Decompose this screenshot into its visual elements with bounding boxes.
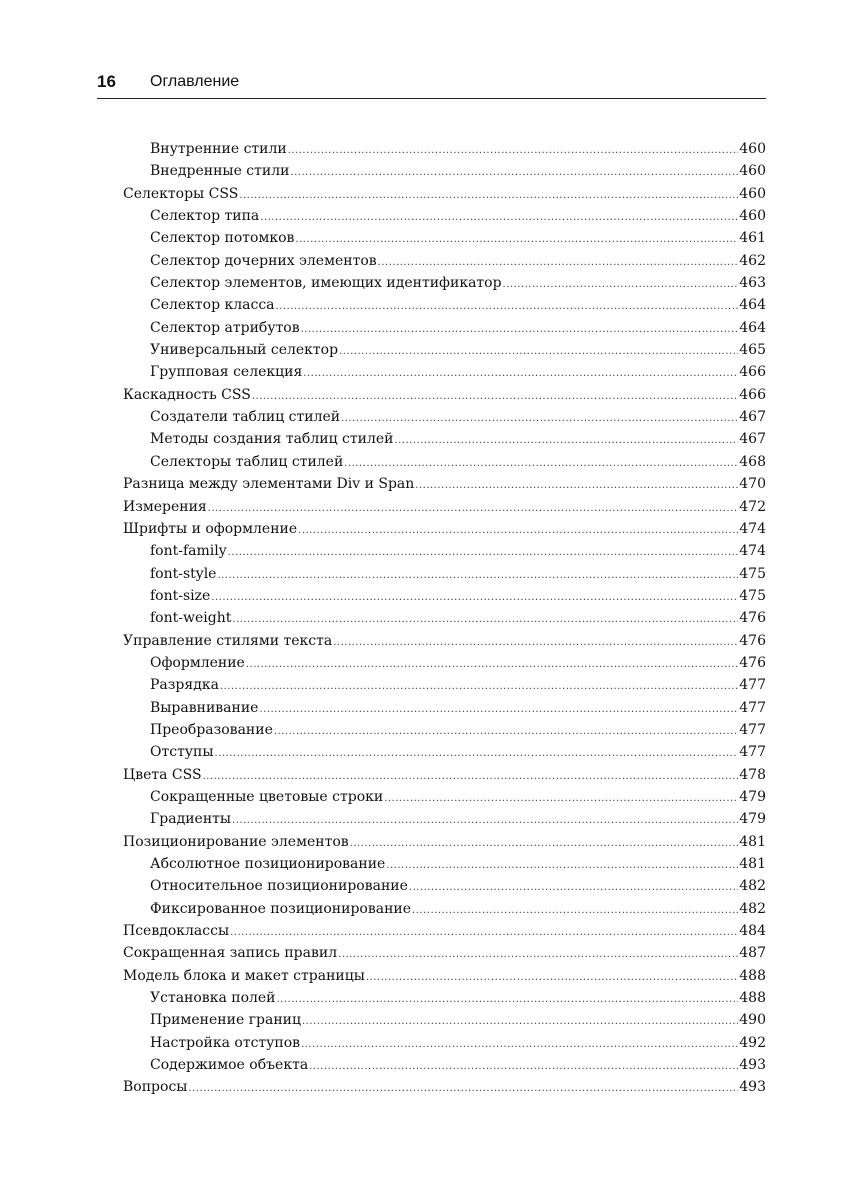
toc-dot-leader (203, 771, 739, 782)
toc-entry-title: font-size (150, 587, 211, 604)
toc-entry-title: font-family (150, 543, 227, 560)
toc-dot-leader (301, 1039, 738, 1050)
toc-entry-page: 493 (739, 1057, 766, 1074)
toc-entry (123, 454, 766, 476)
toc-dot-leader (215, 748, 739, 759)
toc-entry (123, 253, 766, 275)
toc-entry-page: 476 (739, 632, 766, 649)
toc-entry-title: Шрифты и оформление (123, 520, 298, 537)
toc-entry (123, 722, 766, 744)
toc-dot-leader (290, 167, 738, 178)
toc-entry-page: 467 (739, 431, 766, 448)
toc-dot-leader (394, 435, 738, 446)
toc-entry-title: Внутренние стили (150, 141, 287, 157)
toc-entry-title: Сокращенная запись правил (123, 945, 338, 962)
toc-entry-title: Создатели таблиц стилей (150, 409, 341, 426)
toc-entry-title: Модель блока и макет страницы (123, 967, 365, 984)
toc-entry (123, 499, 766, 521)
toc-entry (123, 342, 766, 364)
toc-entry-page: 461 (739, 230, 766, 247)
toc-entry-page: 475 (739, 565, 766, 582)
toc-entry-page: 460 (739, 141, 766, 157)
toc-entry (123, 275, 766, 297)
toc-entry-title: Селекторы CSS (123, 185, 239, 202)
toc-entry (123, 141, 766, 163)
toc-entry-page: 460 (739, 208, 766, 225)
toc-entry-title: Позиционирование элементов (123, 833, 349, 850)
toc-entry (123, 431, 766, 453)
toc-entry-page: 466 (739, 386, 766, 403)
toc-dot-leader (302, 1016, 738, 1027)
toc-dot-leader (350, 838, 739, 849)
toc-dot-leader (344, 458, 738, 469)
toc-entry (123, 588, 766, 610)
toc-dot-leader (230, 927, 738, 938)
toc-dot-leader (246, 659, 738, 670)
toc-entry (123, 387, 766, 409)
toc-entry (123, 521, 766, 543)
toc-entry (123, 990, 766, 1012)
toc-entry-title: Градиенты (150, 811, 232, 828)
toc-entry-title: Настройка отступов (150, 1034, 301, 1051)
toc-dot-leader (260, 212, 738, 223)
toc-dot-leader (409, 882, 738, 893)
toc-entry (123, 1012, 766, 1034)
toc-entry-title: Применение границ (150, 1012, 301, 1029)
toc-entry-page: 479 (739, 788, 766, 805)
toc-entry-page: 477 (739, 699, 766, 716)
toc-entry-title: Разрядка (150, 677, 219, 694)
toc-entry-page: 482 (739, 878, 766, 895)
toc-entry-title: Цвета CSS (123, 766, 202, 783)
toc-dot-leader (378, 257, 739, 268)
toc-entry (123, 968, 766, 990)
toc-entry-page: 475 (739, 587, 766, 604)
toc-entry (123, 297, 766, 319)
toc-entry-page: 477 (739, 721, 766, 738)
toc-entry-title: Фиксированное позиционирование (150, 900, 412, 917)
toc-dot-leader (341, 413, 738, 424)
toc-dot-leader (338, 949, 738, 960)
toc-entry-page: 465 (739, 342, 766, 359)
toc-entry-title: Псевдоклассы (123, 923, 230, 940)
toc-entry-title: Селектор дочерних элементов (150, 252, 377, 269)
toc-entry-page: 481 (739, 833, 766, 850)
toc-entry (123, 409, 766, 431)
toc-dot-leader (288, 145, 739, 156)
toc-entry-page: 488 (739, 967, 766, 984)
toc-entry-title: Методы создания таблиц стилей (150, 431, 394, 448)
toc-entry-title: Выравнивание (150, 699, 259, 716)
toc-entry (123, 744, 766, 766)
toc-dot-leader (232, 815, 738, 826)
toc-entry (123, 208, 766, 230)
toc-dot-leader (252, 391, 738, 402)
toc-entry-page: 482 (739, 900, 766, 917)
toc-entry (123, 767, 766, 789)
toc-entry-page: 493 (739, 1079, 766, 1096)
toc-entry-title: Разница между элементами Div и Span (123, 476, 415, 493)
toc-entry-title: Преобразование (150, 721, 273, 738)
toc-entry-page: 490 (739, 1012, 766, 1029)
toc-entry-page: 477 (739, 744, 766, 761)
toc-entry-page: 481 (739, 856, 766, 872)
toc-entry (123, 476, 766, 498)
toc-entry-page: 460 (739, 185, 766, 202)
toc-entry-page: 462 (739, 252, 766, 269)
toc-entry-title: Селектор атрибутов (150, 319, 300, 336)
toc-entry (123, 789, 766, 811)
toc-entry-page: 464 (739, 297, 766, 314)
toc-entry-title: Вопросы (123, 1079, 188, 1096)
toc-entry-title: font-weight (150, 610, 232, 627)
toc-entry (123, 566, 766, 588)
toc-entry-page: 470 (739, 476, 766, 493)
toc-entry-title: Управление стилями текста (123, 632, 333, 649)
toc-entry-title: Селектор класса (150, 297, 275, 314)
toc-dot-leader (339, 346, 738, 357)
toc-entry-page: 468 (739, 453, 766, 470)
toc-entry (123, 610, 766, 632)
toc-entry (123, 186, 766, 208)
toc-dot-leader (217, 570, 738, 581)
toc-entry (123, 811, 766, 833)
toc-entry (123, 878, 766, 900)
toc-dot-leader (366, 972, 738, 983)
toc-entry-page: 460 (739, 163, 766, 180)
toc-entry (123, 1035, 766, 1057)
toc-entry-title: Отступы (150, 744, 214, 761)
toc-entry (123, 677, 766, 699)
toc-entry-page: 474 (739, 543, 766, 560)
toc-dot-leader (503, 279, 739, 290)
toc-entry (123, 901, 766, 923)
toc-entry-page: 476 (739, 610, 766, 627)
toc-entry-page: 484 (739, 923, 766, 940)
toc-entry-page: 467 (739, 409, 766, 426)
toc-dot-leader (277, 994, 739, 1005)
toc-entry-page: 463 (739, 275, 766, 292)
toc-dot-leader (276, 301, 739, 312)
toc-entry (123, 230, 766, 252)
toc-entry-page: 474 (739, 520, 766, 537)
toc-entry (123, 700, 766, 722)
toc-entry (123, 856, 766, 878)
section-title: Оглавление (150, 73, 240, 90)
toc-dot-leader (228, 547, 739, 558)
toc-dot-leader (309, 1061, 738, 1072)
toc-dot-leader (259, 704, 738, 715)
toc-dot-leader (386, 860, 738, 871)
toc-entry-title: Измерения (123, 498, 207, 515)
toc-dot-leader (274, 726, 738, 737)
toc-entry-page: 492 (739, 1034, 766, 1051)
toc-entry (123, 1057, 766, 1079)
toc-entry-page: 488 (739, 990, 766, 1007)
toc-dot-leader (188, 1083, 738, 1094)
toc-entry-page: 487 (739, 945, 766, 962)
toc-entry-page: 472 (739, 498, 766, 515)
toc-dot-leader (211, 592, 738, 603)
toc-dot-leader (415, 480, 738, 491)
toc-entry (123, 834, 766, 856)
toc-entry-title: Оформление (150, 654, 245, 671)
toc-entry-title: Сокращенные цветовые строки (150, 788, 384, 805)
toc-entry-title: Селектор потомков (150, 230, 295, 247)
running-header (97, 70, 766, 99)
toc-entry (123, 364, 766, 386)
toc-entry (123, 163, 766, 185)
toc-dot-leader (384, 793, 738, 804)
toc-entry-title: Групповая селекция (150, 364, 303, 381)
table-of-contents (123, 141, 766, 1102)
toc-dot-leader (295, 234, 738, 245)
toc-dot-leader (220, 681, 738, 692)
toc-entry-page: 464 (739, 319, 766, 336)
toc-entry-title: Универсальный селектор (150, 342, 339, 359)
toc-entry (123, 945, 766, 967)
toc-dot-leader (232, 614, 738, 625)
toc-entry-title: Каскадность CSS (123, 386, 251, 403)
toc-dot-leader (208, 503, 739, 514)
toc-entry-page: 476 (739, 654, 766, 671)
toc-entry-title: Установка полей (150, 990, 276, 1007)
toc-dot-leader (412, 905, 738, 916)
toc-entry-page: 478 (739, 766, 766, 783)
toc-dot-leader (239, 190, 738, 201)
page-number: 16 (97, 72, 116, 91)
toc-entry (123, 655, 766, 677)
toc-entry-title: Абсолютное позиционирование (150, 856, 386, 872)
toc-entry-title: Внедренные стили (150, 163, 290, 180)
toc-entry (123, 633, 766, 655)
toc-dot-leader (303, 368, 738, 379)
toc-dot-leader (301, 324, 739, 335)
toc-entry-title: Селектор типа (150, 208, 260, 225)
toc-entry-page: 466 (739, 364, 766, 381)
toc-dot-leader (333, 637, 738, 648)
toc-entry (123, 923, 766, 945)
toc-entry-title: Содержимое объекта (150, 1057, 309, 1074)
toc-entry-title: Селектор элементов, имеющих идентификатор (150, 275, 502, 292)
toc-entry (123, 543, 766, 565)
toc-entry-page: 479 (739, 811, 766, 828)
toc-entry (123, 1079, 766, 1101)
toc-entry (123, 320, 766, 342)
toc-entry-page: 477 (739, 677, 766, 694)
toc-entry-title: font-style (150, 565, 217, 582)
toc-entry-title: Селекторы таблиц стилей (150, 453, 344, 470)
toc-entry-title: Относительное позиционирование (150, 878, 408, 895)
toc-dot-leader (298, 525, 738, 536)
